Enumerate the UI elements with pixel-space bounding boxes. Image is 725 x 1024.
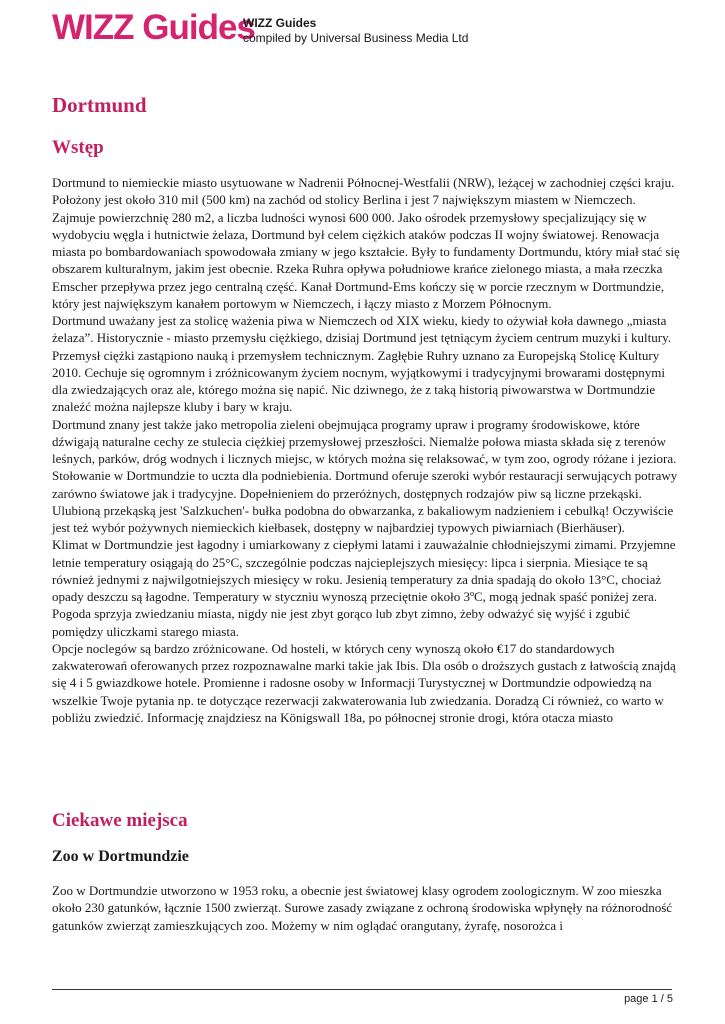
header-title: WIZZ Guides: [243, 16, 317, 30]
intro-paragraph: Dortmund znany jest także jako metropolia zieleni obejmująca programy upraw i programy środowiskowe, które dźwigają naturalne cechy ze stulecia ciężkiej przemysłowej przeszłości. Niemalże połowa miasta składa się z terenów leśnych, parków, dróg wodnych i licznych miejsc, w których można się relaksować, w tym zoo, ogrody różane i jeziora.: [52, 416, 677, 466]
wizz-guides-logo: WIZZ Guides: [52, 8, 255, 47]
intro-paragraph: Klimat w Dortmundzie jest łagodny i umiarkowany z ciepłymi latami i zauważalnie chłodniejszymi zimami. Przyjemne letnie temperatury osiągają do 25°C, szczególnie podczas najcieplejszych miesięcy: lipca i sierpnia. Miesiące te są również jednymi z najwilgotniejszych miesięcy w roku. Jesienią temperatury za dnia spadają do około 13°C, chociaż opady deszczu są łagodne. Temperatury w styczniu wynoszą przeciętnie około 3ºC, mogą jednak spaść poniżej zera. Pogoda sprzyja zwiedzaniu miasta, nigdy nie jest zbyt gorąco lub zbyt zimno, żeby odważyć się wyjść i zgubić pomiędzy uliczkami starego miasta.: [52, 537, 676, 639]
page-number: page 1 / 5: [624, 993, 673, 1005]
subsection-heading-zoo: Zoo w Dortmundzie: [52, 848, 189, 865]
section-heading-intro: Wstęp: [52, 137, 104, 158]
intro-paragraph: Dortmund uważany jest za stolicę ważenia piwa w Niemczech od XIX wieku, kiedy to ożywiał koła dawnego „miasta żelaza”. Historycznie - miasto przemysłu ciężkiego, dzisiaj Dortmund jest tętniącym życiem centrum muzyki i kultury. Przemysł ciężki zastąpiono nauką i przemysłem technicznym. Zagłębie Ruhry uznano za Europejską Stolicę Kultury 2010. Cechuje się ogromnym i zróżnicowanym życiem nocnym, wyjątkowymi i tradycyjnymi browarami dostępnymi dla zwiedzających oraz ale, którego można się napić. Nic dziwnego, że z taką historią piwowarstwa w Dortmundzie znaleźć można najlepsze kluby i bary w kraju.: [52, 313, 671, 415]
header-subtitle: compiled by Universal Business Media Ltd: [243, 31, 469, 45]
header-text: [243, 16, 468, 46]
intro-paragraph: Stołowanie w Dortmundzie to uczta dla podniebienia. Dortmund oferuje szeroki wybór restauracji serwujących potrawy zarówno światowe jak i tradycyjne. Dopełnieniem do przeróżnych, dostępnych rodzajów piw są liczne przekąski. Ulubioną przekąską jest 'Salzkuchen'- bułka podobna do obwarzanka, z bakaliowym nadzieniem i cebulką! Oczywiście jest też wybór pożywnych niemieckich kiełbasek, dostępny w najbardziej typowych piwiarniach (Bierhäuser).: [52, 468, 678, 535]
intro-body: [52, 174, 680, 726]
footer-divider: [52, 989, 672, 990]
page-title: Dortmund: [52, 93, 147, 117]
page-header: [52, 10, 692, 50]
intro-paragraph: Dortmund to niemieckie miasto usytuowane w Nadrenii Północnej-Westfalii (NRW), leżącej w zachodniej części kraju. Położony jest około 310 mil (500 km) na zachód od stolicy Berlina i jest 7 największym miastem w Niemczech. Zajmuje powierzchnię 280 m2, a liczba ludności wynosi 600 000. Jako ośrodek przemysłowy specjalizujący się w wydobyciu węgla i hutnictwie żelaza, Dortmund był celem ciężkich ataków podczas II wojny światowej. Renowacja miasta po bombardowaniach spowodowała zmiany w jego kształcie. Były to fundamenty Dortmundu, który miał stać się obszarem kulturalnym, jakim jest obecnie. Rzeka Ruhra opływa południowe krańce zielonego miasta, a mała rzeczka Emscher przepływa przez jego centralną część. Kanał Dortmund-Ems kończy się w porcie rzecznym w Dortmundzie, który jest największym kanałem portowym w Niemczech, i łączy miasto z Morzem Północnym.: [52, 175, 680, 311]
zoo-body: [52, 882, 680, 934]
zoo-paragraph: Zoo w Dortmundzie utworzono w 1953 roku, a obecnie jest światowej klasy ogrodem zoologicznym. W zoo mieszka około 230 gatunków, łącznie 1500 zwierząt. Surowe zasady związane z ochroną środowiska wpłynęły na różnorodność gatunków zwierząt zamieszkujących zoo. Możemy w nim oglądać orangutany, żyrafę, nosorożca i: [52, 883, 673, 933]
intro-paragraph: Opcje noclegów są bardzo zróżnicowane. Od hosteli, w których ceny wynoszą około €17 do standardowych zakwaterowań oferowanych przez rozpoznawalne marki takie jak Ibis. Dla osób o droższych gustach z łatwością znajdą się 4 i 5 gwiazdkowe hotele. Promienne i radosne osoby w Informacji Turystycznej w Dortmundzie odpowiedzą na wszelkie Twoje pytania np. te dotyczące rezerwacji zakwaterowania lub zwiedzania. Doradzą Ci również, co warto w pobliżu zwiedzić. Informację znajdziesz na Königswall 18a, po północnej stronie drogi, która otacza miasto: [52, 640, 676, 725]
section-heading-places: Ciekawe miejsca: [52, 810, 188, 831]
